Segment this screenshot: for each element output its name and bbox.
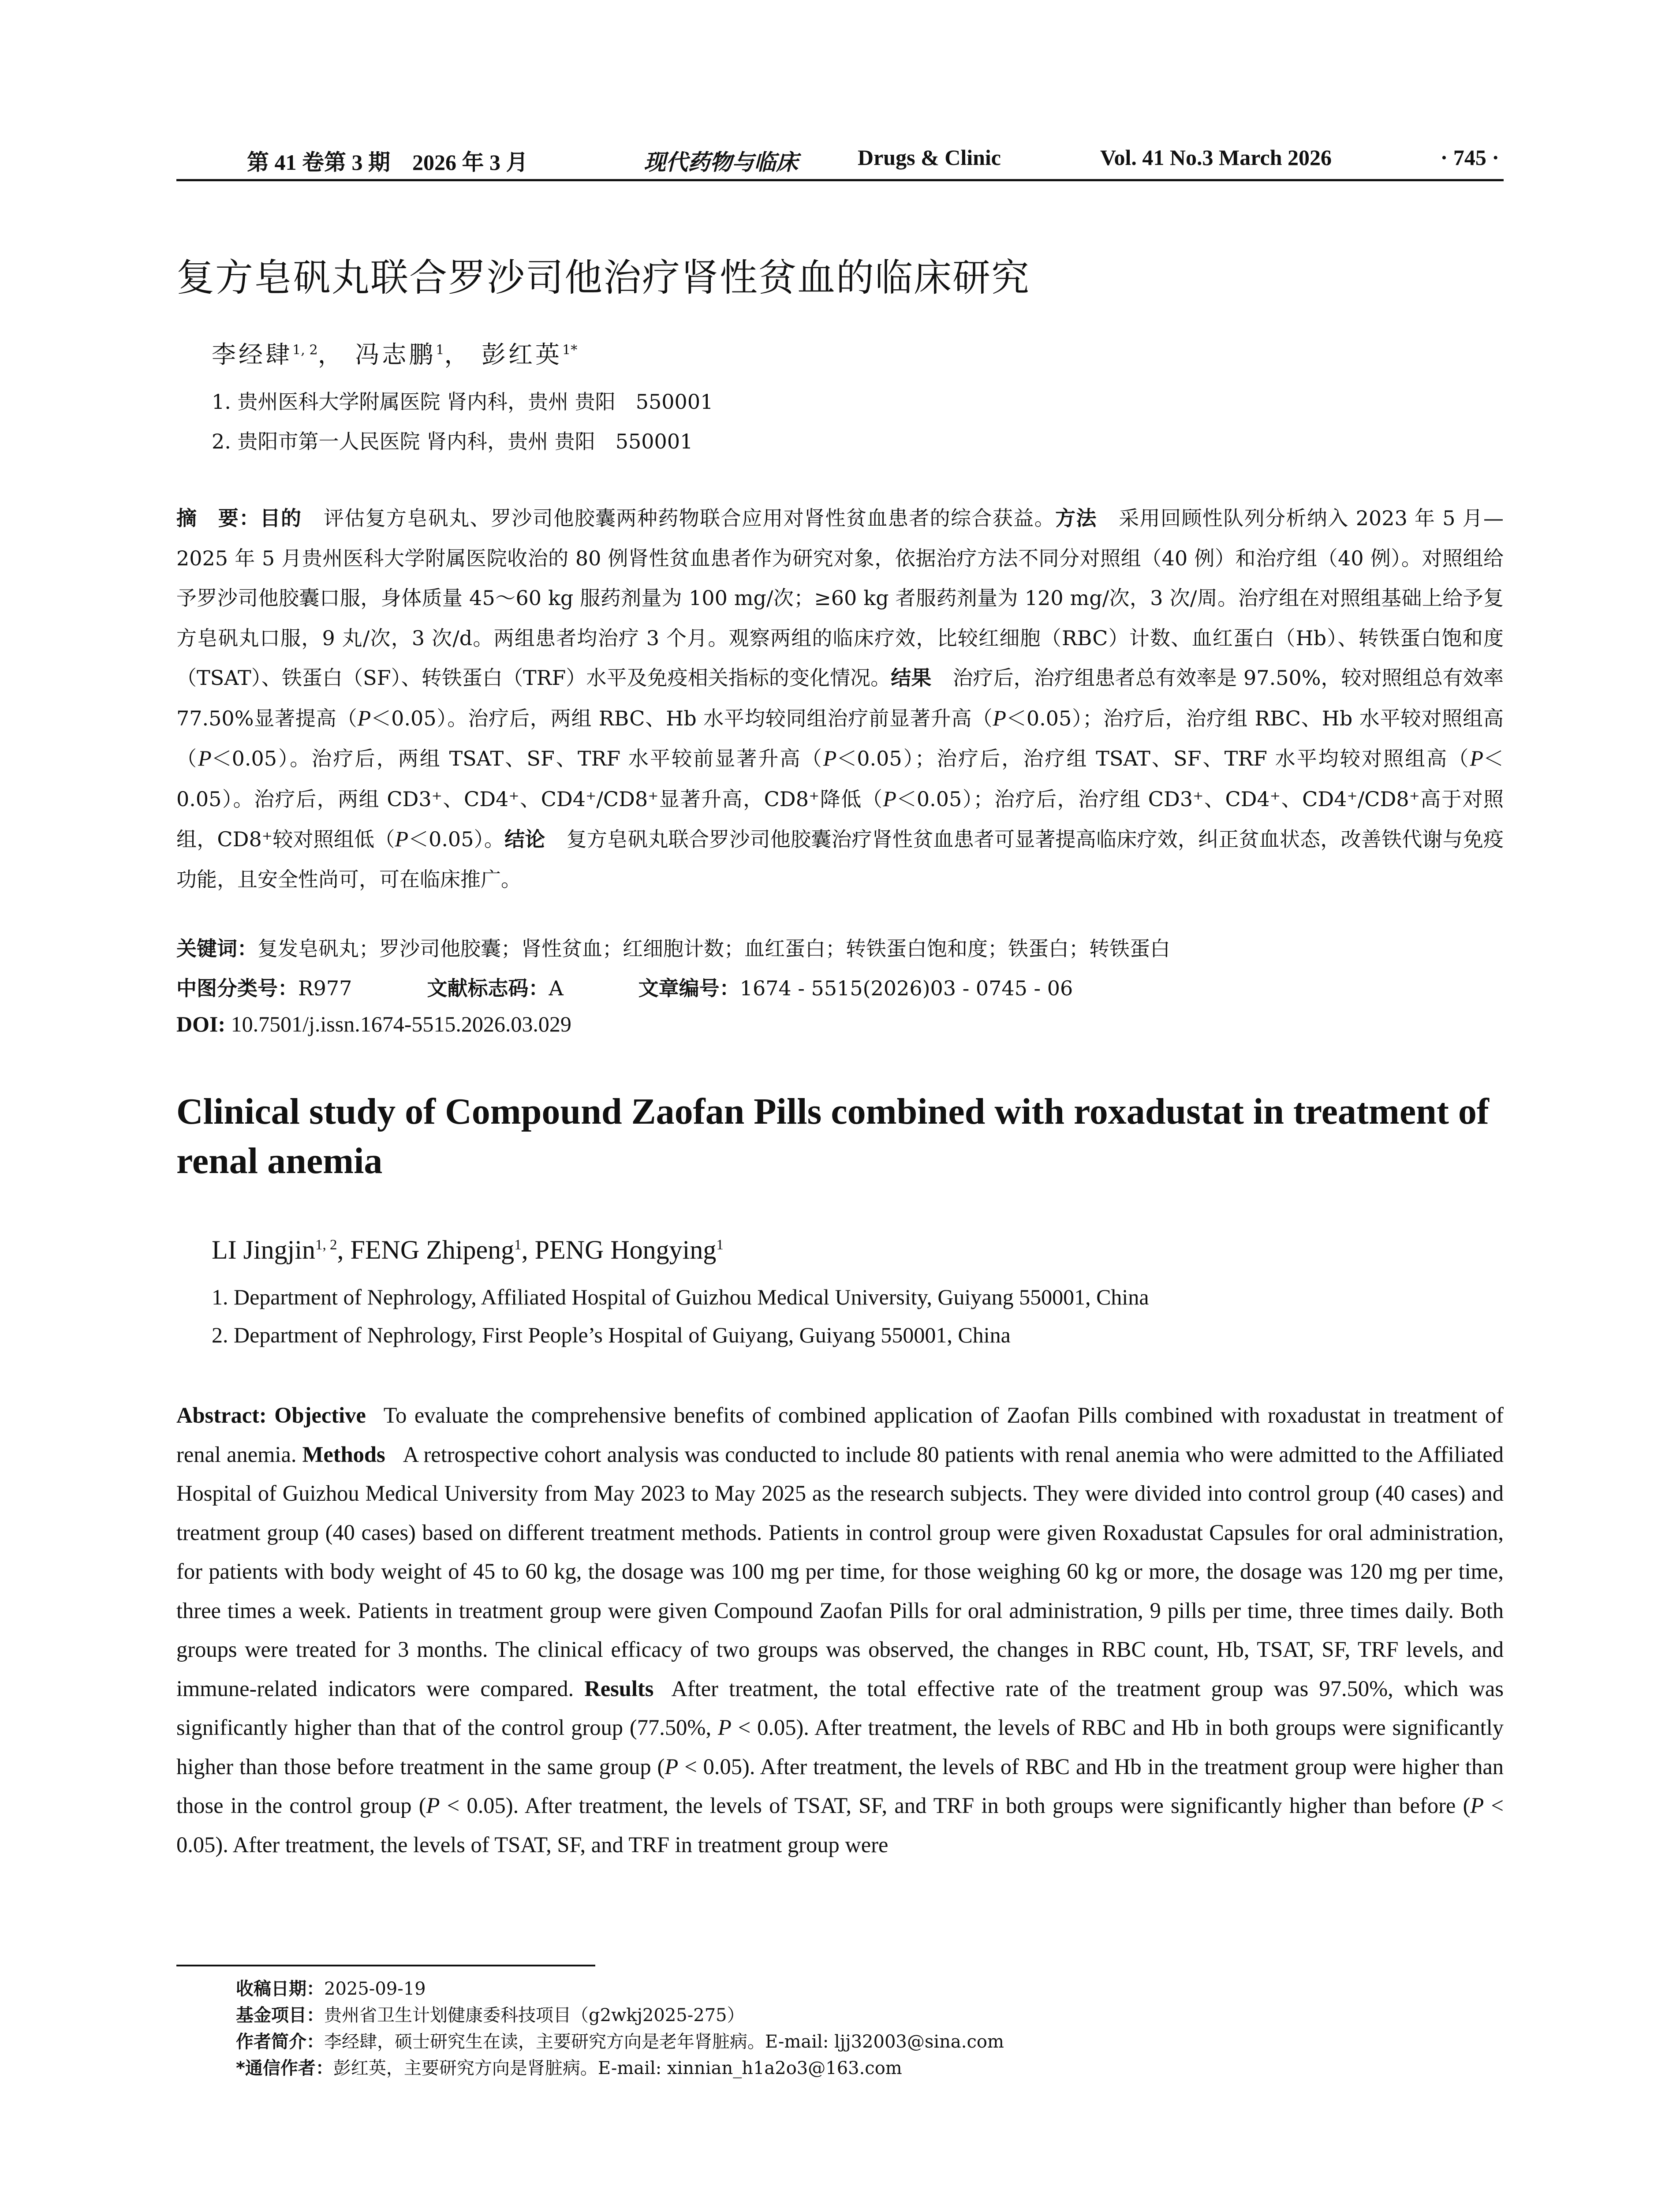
journal-name-cn: 现代药物与临床 [644, 150, 798, 175]
classification-line [176, 972, 1073, 1002]
p-value-symbol: P [993, 705, 1006, 730]
affiliation-en: 1. Department of Nephrology, Affiliated Hospital of Guizhou Medical University, Guiyang 550001, China [212, 1285, 1149, 1309]
doi-label: DOI: [176, 1012, 226, 1036]
author-affiliation-mark: 1, 2 [292, 342, 318, 358]
objective-label: 目的 [260, 506, 302, 530]
corresponding-author: *通信作者：彭红英，主要研究方向是肾脏病。E-mail: xinnian_h1a2o3@163.com [236, 2058, 902, 2078]
author-name: 冯志鹏 [355, 340, 436, 369]
author-name: LI Jingjin [212, 1235, 315, 1264]
keywords-label: 关键词： [176, 937, 258, 960]
doi-value[interactable]: 10.7501/j.issn.1674-5515.2026.03.029 [231, 1012, 571, 1036]
p-value-symbol: P [1470, 1793, 1484, 1818]
methods-text: 采用回顾性队列分析纳入 2023 年 5 月—2025 年 5 月贵州医科大学附属医院收治的 80 例肾性贫血患者作为研究对象，依据治疗方法不同分对照组（40 例）和治疗组（40 例）。对照组给予罗沙司他胶囊口服，身体质量 45～60 kg 服药剂量为 100 mg/次；≥60 kg 者服药剂量为 120 mg/次，3 次/周。治疗组在对照组基础上给予复方皂矾丸口服，9 丸/次，3 次/d。两组患者均治疗 3 个月。观察两组的临床疗效，比较红细胞（RBC）计数、血红蛋白（Hb）、转铁蛋白饱和度（TSAT）、铁蛋白（SF）、转铁蛋白（TRF）水平及免疫相关指标的变化情况。 [176, 506, 1504, 690]
abstract-cn [176, 498, 1504, 899]
results-text: ＜0.05）；治疗后，治疗组 RBC、Hb 水平较对照组高（ [176, 706, 1504, 770]
author-affiliation-mark: 1 [436, 342, 444, 358]
affiliation-cn: 1. 贵州医科大学附属医院 肾内科，贵州 贵阳 550001 [212, 390, 713, 414]
author-affiliation-mark: 1* [562, 342, 578, 358]
p-value-symbol: P [717, 1715, 732, 1740]
results-text: ＜0.05）；治疗后，治疗组 TSAT、SF、TRF 水平均较对照组高（ [836, 747, 1470, 770]
authors-en: LI Jingjin$^{1, 2}$, FENG Zhipeng$^1$, PENG Hongying$^1$ [212, 1235, 724, 1264]
volume-info-en: Vol. 41 No.3 March 2026 [1100, 145, 1332, 170]
author-name: 彭红英 [481, 340, 562, 369]
results-text: < 0.05). After treatment, the levels of TSAT, SF, and TRF in both groups were significantly higher than before ( [440, 1793, 1471, 1818]
abstract-en [176, 1396, 1504, 1864]
results-text: 治疗后，治疗组患者总有效率是 97.50%，较对照组总有效率 77.50%显著提高（ [176, 666, 1504, 730]
document-code: A [549, 976, 564, 1000]
p-value-symbol: P [426, 1793, 440, 1818]
methods-label: Methods [302, 1442, 385, 1467]
keywords-cn [176, 933, 1170, 962]
clc-number: R977 [298, 976, 352, 1000]
author-name: PENG Hongying [534, 1235, 717, 1264]
results-text: ＜0.05）。治疗后，两组 TSAT、SF、TRF 水平较前显著升高（ [211, 747, 823, 770]
p-value-symbol: P [823, 746, 837, 770]
funding-info: 基金项目：贵州省卫生计划健康委科技项目（g2wkj2025-275） [236, 2005, 745, 2026]
page-number: · 745 · [1440, 145, 1499, 170]
affiliation-cn: 2. 贵阳市第一人民医院 肾内科，贵州 贵阳 550001 [212, 430, 693, 453]
conclusion-label: 结论 [504, 827, 545, 851]
article-id-label: 文章编号： [638, 976, 740, 1000]
journal-name-en: Drugs & Clinic [858, 145, 1001, 170]
abstract-objective-label: Abstract: Objective [176, 1403, 366, 1428]
p-value-symbol: P [198, 746, 212, 770]
p-value-symbol: P [1470, 746, 1483, 770]
article-title-en: Clinical study of Compound Zaofan Pills combined with roxadustat in treatment of renal anemia [176, 1091, 1489, 1181]
results-text: After treatment, the total effective rate of the treatment group was 97.50%, which was significantly higher than that of the control group (77.50%, [176, 1676, 1504, 1740]
doi-line [176, 1011, 571, 1037]
p-value-symbol: P [883, 786, 896, 811]
received-date: 收稿日期：2025-09-19 [236, 1979, 426, 1999]
author-bio: 作者简介：李经肆，硕士研究生在读，主要研究方向是老年肾脏病。E-mail: ljj32003@sina.com [236, 2032, 1004, 2052]
author-affiliation-mark: 1 [716, 1237, 724, 1253]
results-label: Results [584, 1676, 654, 1701]
clc-label: 中图分类号： [176, 976, 298, 1000]
author-name: FENG Zhipeng [350, 1235, 515, 1264]
author-affiliation-mark: 1 [514, 1237, 522, 1253]
article-title-cn: 复方皂矾丸联合罗沙司他治疗肾性贫血的临床研究 [176, 256, 1030, 300]
p-value-symbol: P [395, 826, 409, 851]
author-affiliation-mark: 1, 2 [315, 1237, 337, 1253]
footnote-divider [176, 1965, 595, 1966]
results-label: 结果 [891, 666, 932, 690]
results-text: < 0.05). After treatment, the levels of TSAT, SF, and TRF in treatment group were [176, 1793, 1504, 1857]
issue-info: 第 41 卷第 3 期 2026 年 3 月 [247, 150, 528, 175]
abstract-label: 摘 要： [176, 506, 260, 530]
conclusion-text: 复方皂矾丸联合罗沙司他胶囊治疗肾性贫血患者可显著提高临床疗效，纠正贫血状态，改善铁代谢与免疫功能，且安全性尚可，可在临床推广。 [176, 827, 1504, 891]
results-text: < 0.05). After treatment, the levels of RBC and Hb in both groups were significantly higher than those before treatment in the same group ( [176, 1715, 1504, 1779]
results-text: ＜0.05）。治疗后，两组 RBC、Hb 水平均较同组治疗前显著升高（ [371, 706, 993, 730]
footnotes [236, 1976, 1004, 2082]
methods-label: 方法 [1055, 506, 1097, 530]
results-text: ＜0.05）。治疗后，两组 CD3⁺、CD4⁺、CD4⁺/CD8⁺显著升高，CD8⁺降低（ [176, 747, 1504, 811]
document-code-label: 文献标志码： [427, 976, 549, 1000]
p-value-symbol: P [665, 1754, 679, 1779]
article-id: 1674 - 5515(2026)03 - 0745 - 06 [739, 976, 1073, 1000]
running-header [176, 139, 1504, 181]
keywords-text: 复发皂矾丸；罗沙司他胶囊；肾性贫血；红细胞计数；血红蛋白；转铁蛋白饱和度；铁蛋白；转铁蛋白 [258, 937, 1170, 960]
results-text: < 0.05). After treatment, the levels of RBC and Hb in the treatment group were higher than those in the control group ( [176, 1754, 1504, 1818]
results-text: ＜0.05）。 [408, 827, 505, 851]
objective-text: To evaluate the comprehensive benefits of combined application of Zaofan Pills combined with roxadustat in treatment of renal anemia. [176, 1403, 1504, 1467]
p-value-symbol: P [357, 705, 371, 730]
author-name: 李经肆 [212, 340, 293, 369]
affiliation-en: 2. Department of Nephrology, First People’s Hospital of Guiyang, Guiyang 550001, China [212, 1323, 1011, 1347]
authors-cn: 李经肆$^{1, 2}$， 冯志鹏$^1$， 彭红英$^{1*}$ [212, 340, 578, 369]
results-text: ＜0.05）；治疗后，治疗组 CD3⁺、CD4⁺、CD4⁺/CD8⁺高于对照组，CD8⁺较对照组低（ [176, 787, 1504, 851]
methods-text: A retrospective cohort analysis was conducted to include 80 patients with renal anemia who were admitted to the Affiliated Hospital of Guizhou Medical University from May 2023 to May 2025 as the research subjects. They were divided into control group (40 cases) and treatment group (40 cases) based on different treatment methods. Patients in control group were given Roxadustat Capsules for oral administration, for patients with body weight of 45 to 60 kg, the dosage was 100 mg per time, for those weighing 60 kg or more, the dosage was 120 mg per time, three times a week. Patients in treatment group were given Compound Zaofan Pills for oral administration, 9 pills per time, three times daily. Both groups were treated for 3 months. The clinical efficacy of two groups was observed, the changes in RBC count, Hb, TSAT, SF, TRF levels, and immune-related indicators were compared. [176, 1442, 1504, 1701]
objective-text: 评估复方皂矾丸、罗沙司他胶囊两种药物联合应用对肾性贫血患者的综合获益。 [323, 506, 1056, 530]
